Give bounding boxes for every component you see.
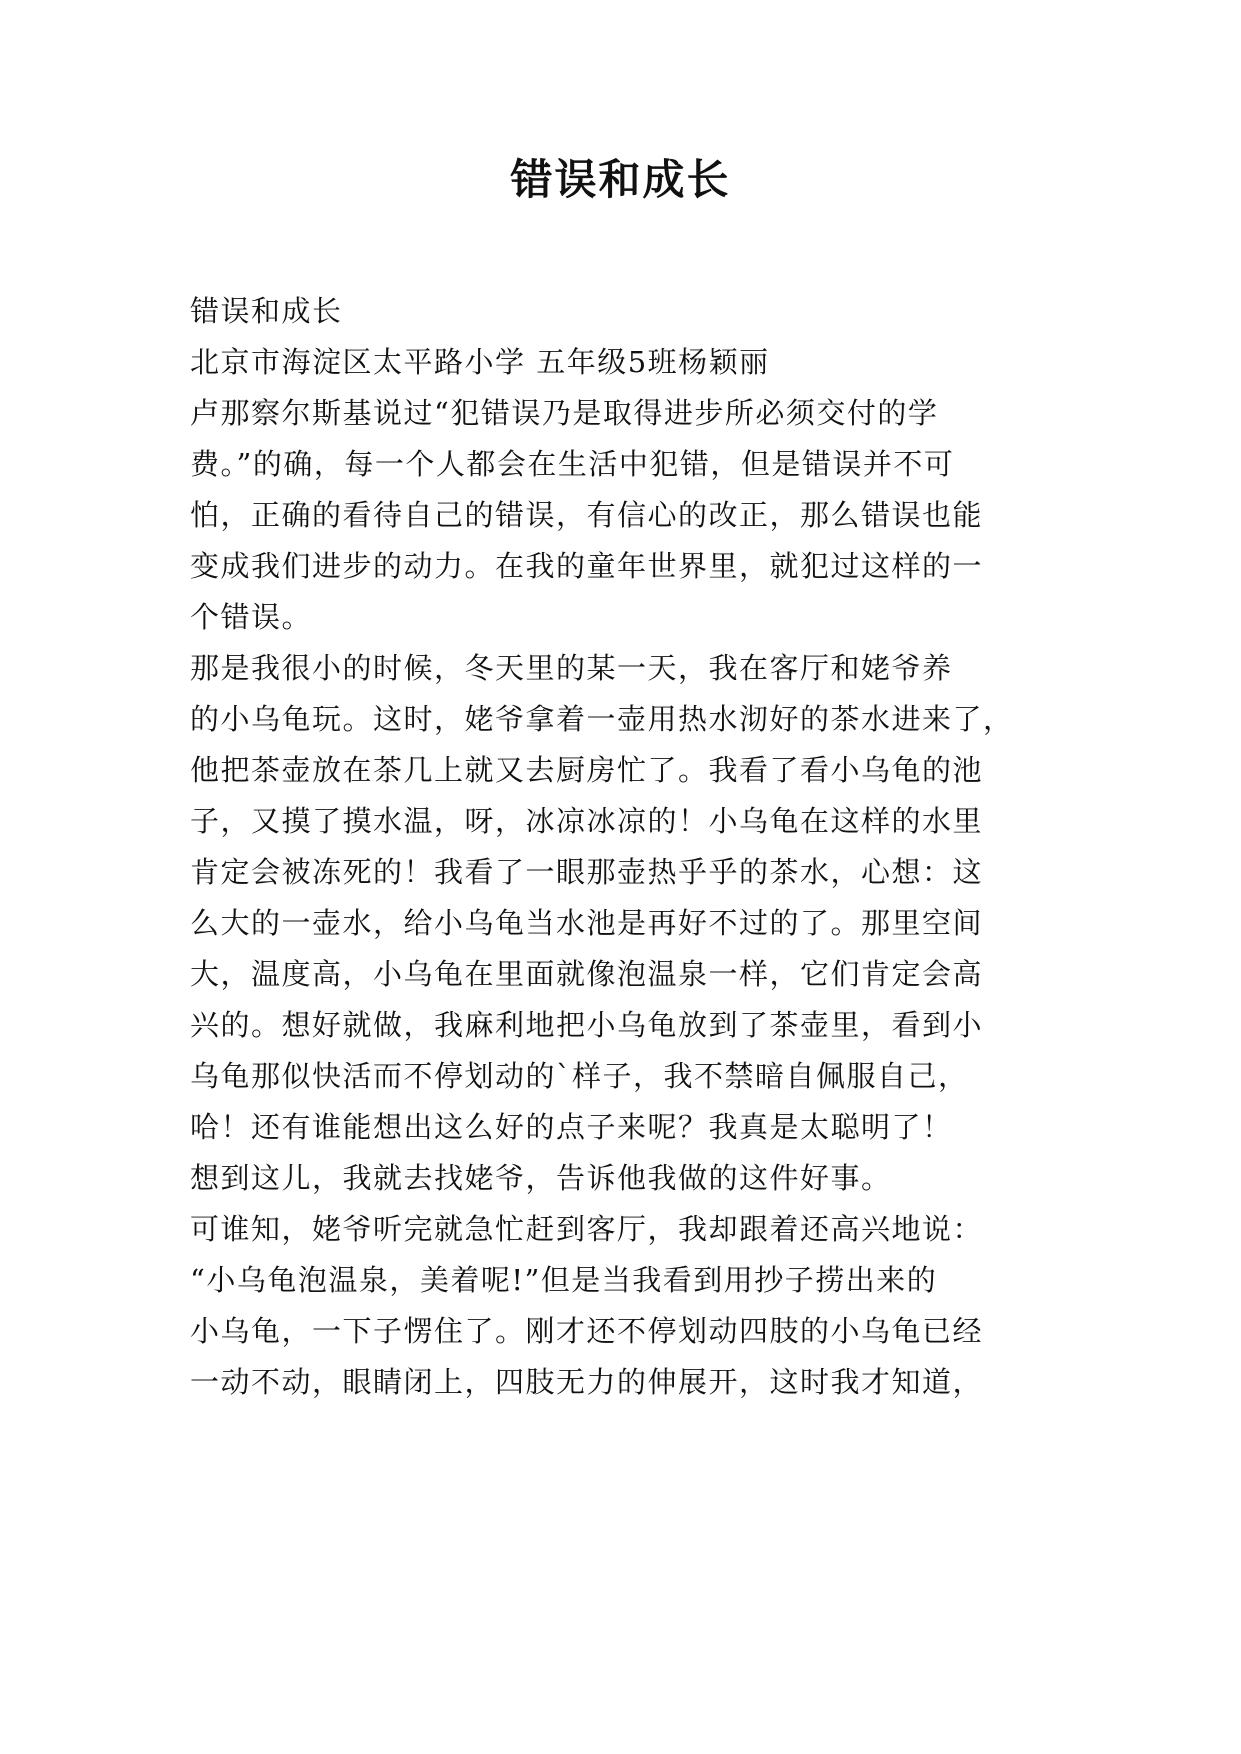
body-line: “小乌龟泡温泉，美着呢!”但是当我看到用抄子捞出来的: [190, 1263, 938, 1297]
document-title: 错误和成长: [510, 155, 731, 204]
body-line: 的小乌龟玩。这时，姥爷拿着一壶用热水沏好的茶水进来了，: [190, 702, 1014, 736]
body-line: 那是我很小的时候，冬天里的某一天，我在客厅和姥爷养: [190, 651, 953, 685]
body-line: 小乌龟，一下子愣住了。刚才还不停划动四肢的小乌龟已经: [190, 1314, 984, 1348]
body-line: 变成我们进步的动力。在我的童年世界里，就犯过这样的一: [190, 549, 984, 583]
document-body: [190, 286, 1070, 1408]
body-line: 卢那察尔斯基说过“犯错误乃是取得进步所必须交付的学: [190, 396, 939, 430]
body-line: 错误和成长: [190, 294, 343, 328]
body-line: 他把茶壶放在茶几上就又去厨房忙了。我看了看小乌龟的池: [190, 753, 984, 787]
body-line: 怕，正确的看待自己的错误，有信心的改正，那么错误也能: [190, 498, 984, 532]
body-line: 大，温度高，小乌龟在里面就像泡温泉一样，它们肯定会高: [190, 957, 984, 991]
body-line: 子，又摸了摸水温，呀，冰凉冰凉的！小乌龟在这样的水里: [190, 804, 984, 838]
body-line: 想到这儿，我就去找姥爷，告诉他我做的这件好事。: [190, 1161, 892, 1195]
body-line: 肯定会被冻死的！我看了一眼那壶热乎乎的茶水，心想：这: [190, 855, 984, 889]
body-line: 乌龟那似快活而不停划动的`样子，我不禁暗自佩服自己，: [190, 1059, 969, 1093]
body-line: 兴的。想好就做，我麻利地把小乌龟放到了茶壶里，看到小: [190, 1008, 984, 1042]
body-line: 北京市海淀区太平路小学 五年级5班杨颖丽: [190, 345, 770, 379]
body-line: 费。”的确，每一个人都会在生活中犯错，但是错误并不可: [190, 447, 955, 481]
body-line: 哈！还有谁能想出这么好的点子来呢？我真是太聪明了！: [190, 1110, 953, 1144]
body-line: 可谁知，姥爷听完就急忙赶到客厅，我却跟着还高兴地说：: [190, 1212, 984, 1246]
body-line: 一动不动，眼睛闭上，四肢无力的伸展开，这时我才知道，: [190, 1365, 984, 1399]
body-line: 么大的一壶水，给小乌龟当水池是再好不过的了。那里空间: [190, 906, 984, 940]
body-line: 个错误。: [190, 600, 313, 634]
